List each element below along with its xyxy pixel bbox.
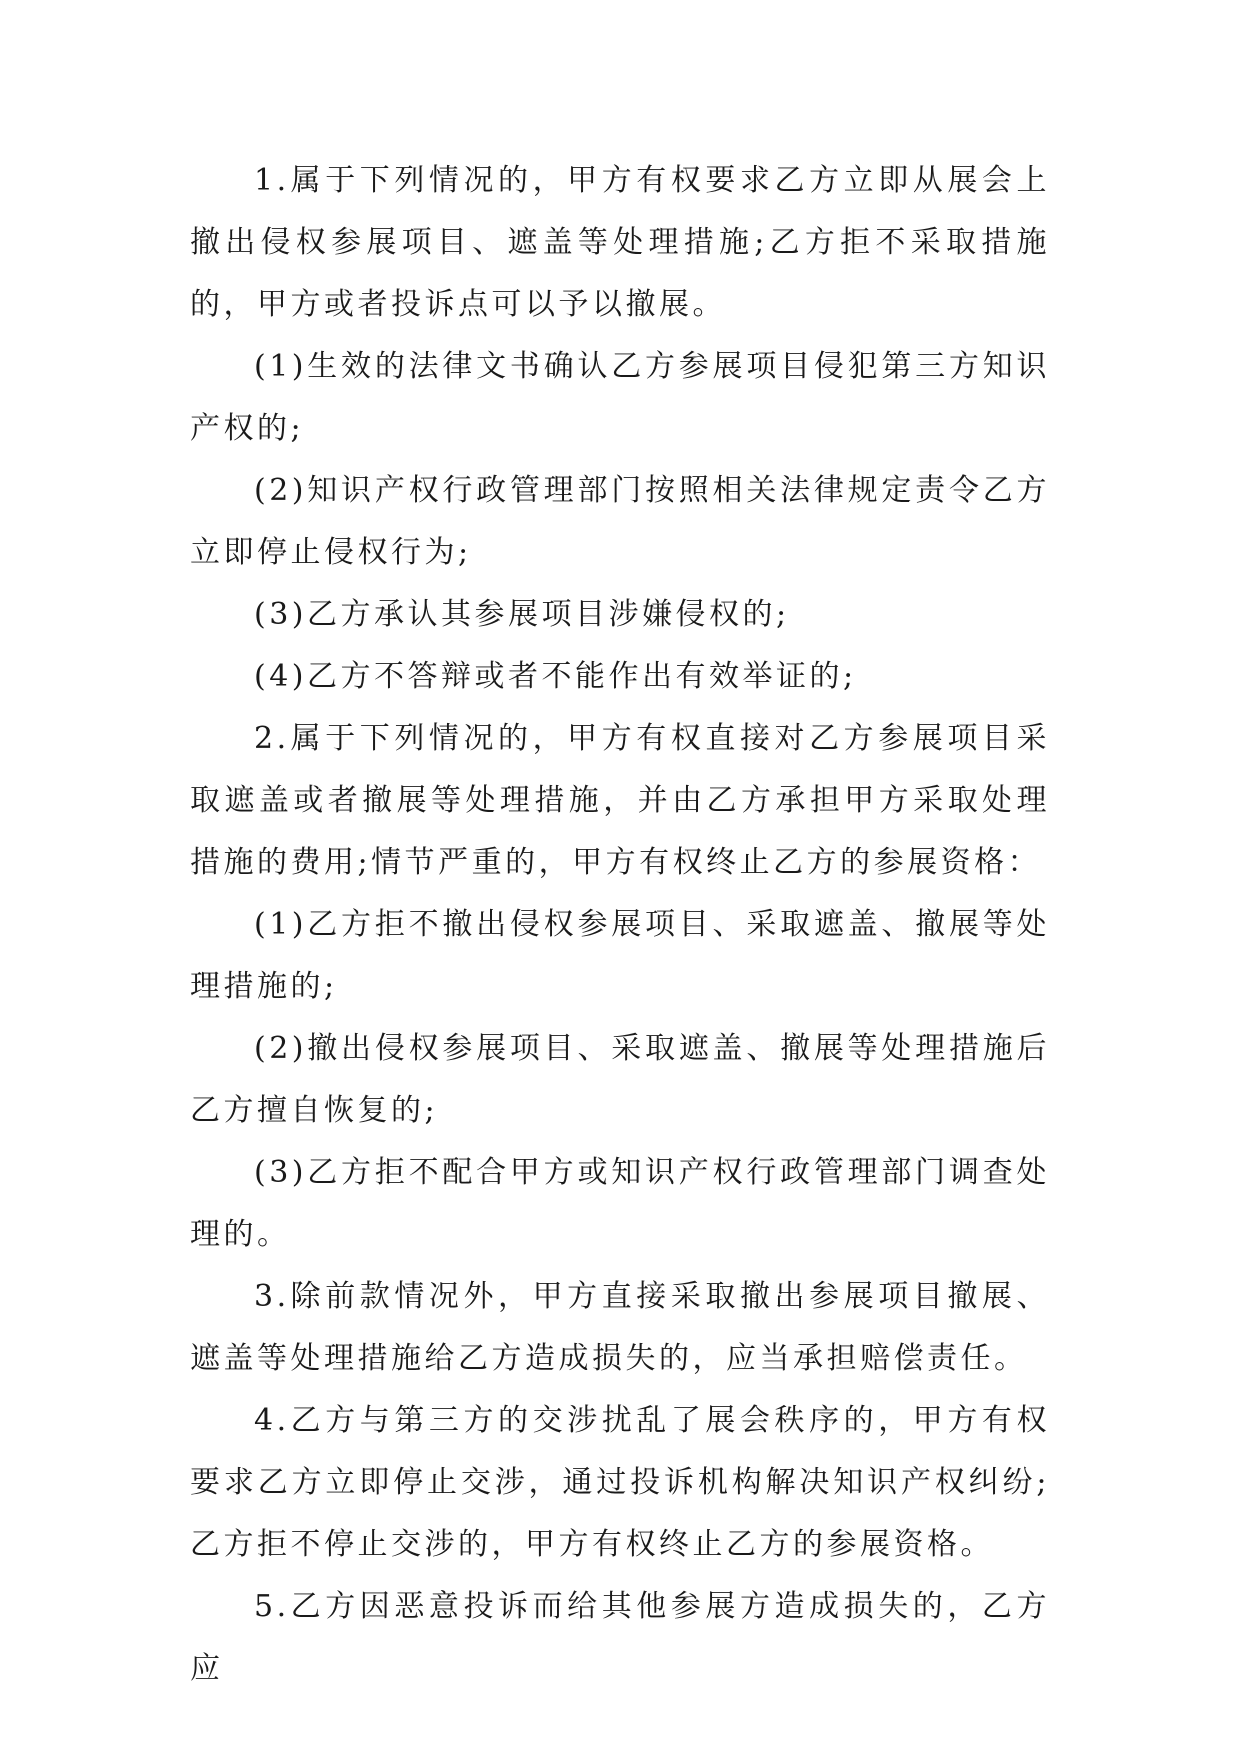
clause-4: 4.乙方与第三方的交涉扰乱了展会秩序的，甲方有权要求乙方立即停止交涉，通过投诉机构解决知识产权纠纷;乙方拒不停止交涉的，甲方有权终止乙方的参展资格。 <box>190 1403 1050 1562</box>
clause-1-item-3: (3)乙方承认其参展项目涉嫌侵权的; <box>254 597 790 632</box>
clause-2: 2.属于下列情况的，甲方有权直接对乙方参展项目采取遮盖或者撤展等处理措施，并由乙方承担甲方采取处理措施的费用;情节严重的，甲方有权终止乙方的参展资格： <box>190 721 1050 880</box>
clause-2-item-1: (1)乙方拒不撤出侵权参展项目、采取遮盖、撤展等处理措施的; <box>190 907 1050 1004</box>
clause-1: 1.属于下列情况的，甲方有权要求乙方立即从展会上撤出侵权参展项目、遮盖等处理措施;乙方拒不采取措施的，甲方或者投诉点可以予以撤展。 <box>190 163 1050 322</box>
clause-5: 5.乙方因恶意投诉而给其他参展方造成损失的，乙方应 <box>190 1589 1050 1686</box>
clause-2-item-2: (2)撤出侵权参展项目、采取遮盖、撤展等处理措施后乙方擅自恢复的; <box>190 1031 1050 1128</box>
clause-1-item-4: (4)乙方不答辩或者不能作出有效举证的; <box>254 659 857 694</box>
clause-1-item-2: (2)知识产权行政管理部门按照相关法律规定责令乙方立即停止侵权行为; <box>190 473 1050 570</box>
clause-3: 3.除前款情况外，甲方直接采取撤出参展项目撤展、遮盖等处理措施给乙方造成损失的，应当承担赔偿责任。 <box>190 1279 1050 1376</box>
document-page <box>190 150 1050 1700</box>
clause-1-item-1: (1)生效的法律文书确认乙方参展项目侵犯第三方知识产权的; <box>190 349 1050 446</box>
clause-2-item-3: (3)乙方拒不配合甲方或知识产权行政管理部门调查处理的。 <box>190 1155 1050 1252</box>
